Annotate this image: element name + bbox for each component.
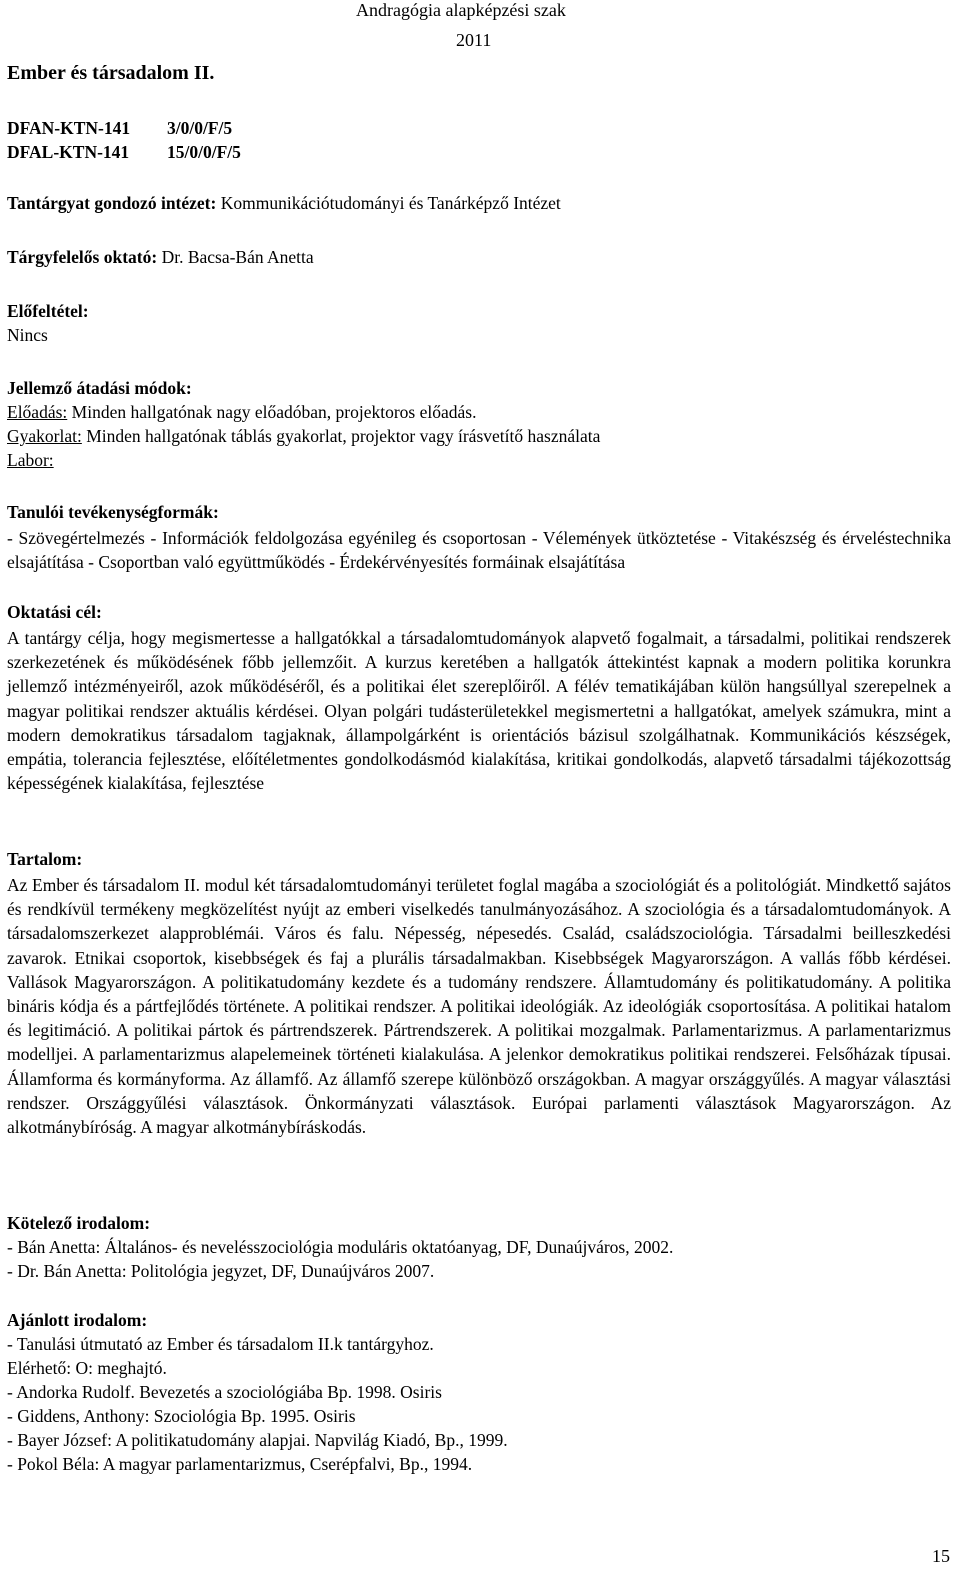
institute-label: Tantárgyat gondozó intézet: [7, 193, 217, 213]
required-reading-item: - Dr. Bán Anetta: Politológia jegyzet, DF, Dunaújváros 2007. [7, 1261, 435, 1281]
institute-value: Kommunikációtudományi és Tanárképző Intézet [220, 193, 561, 213]
delivery-practice [7, 426, 600, 447]
recommended-reading-item: - Tanulási útmutató az Ember és társadalom II.k tantárgyhoz. [7, 1334, 434, 1354]
course-code-row [7, 118, 232, 139]
teacher-line [7, 247, 314, 268]
lecture-label: Előadás: [7, 402, 68, 422]
delivery-lecture [7, 402, 476, 423]
teacher-label: Tárgyfelelős oktató: [7, 247, 158, 267]
course-code: DFAL-KTN-141 [7, 142, 130, 162]
required-reading-label: Kötelező irodalom: [7, 1213, 151, 1233]
course-code: DFAN-KTN-141 [7, 118, 131, 138]
recommended-reading-item: - Bayer József: A politikatudomány alapjai. Napvilág Kiadó, Bp., 1999. [7, 1430, 508, 1450]
goal-text: A tantárgy célja, hogy megismertesse a hallgatókkal a társadalomtudományok alapvető fogalmait, a társadalmi, politikai rendszerek szerkezetének és működésének főbb jellemzőit. A kurzus keretében a hallgatók áttekintést kapnak a modern politika korunkra jellemző intézményeiről, azok működéséről, és a politikai élet szereplőiről. A félév tematikájában külön hangsúllyal szerepelnek a magyar politikai rendszer aktuális kérdései. Olyan polgári tudásterületekkel megismertetni a hallgatókat, amelyek számukra, mint a modern demokratikus társadalom tagjaknak, állampolgárként is orientációs bázisul szolgálhatnak. Kommunikációs készségek, empátia, tolerancia fejlesztése, előítéletmentes gondolkodásmód kialakítása, kritikai gondolkodás, alapvető társadalmi tájékozottság képességének kialakítása, fejlesztése [7, 628, 951, 794]
recommended-reading-item: - Giddens, Anthony: Szociológia Bp. 1995. Osiris [7, 1406, 356, 1426]
page-number: 15 [932, 1546, 950, 1566]
activities-text: - Szövegértelmezés - Információk feldolgozása egyénileg és csoportosan - Vélemények ütköztetése - Vitakészség és érveléstechnika elsajátítása - Csoportban való együttműködés - Érdekérvényesítés formáinak elsajátítása [7, 528, 951, 573]
practice-text: Minden hallgatónak táblás gyakorlat, projektor vagy írásvetítő használata [86, 426, 601, 446]
activities-label: Tanulói tevékenységformák: [7, 502, 219, 522]
lab-label: Labor: [7, 450, 54, 470]
recommended-reading-item: - Pokol Béla: A magyar parlamentarizmus, Cserépfalvi, Bp., 1994. [7, 1454, 473, 1474]
goal-label: Oktatási cél: [7, 602, 102, 622]
recommended-reading-label: Ajánlott irodalom: [7, 1310, 148, 1330]
course-title: Ember és társadalom II. [7, 62, 215, 84]
practice-label: Gyakorlat: [7, 426, 82, 446]
content-text: Az Ember és társadalom II. modul két társadalomtudományi területet foglal magába a szociológiát és a politológiát. Mindkettő sajátos és rendkívül termékeny megközelítést nyújt az emberi viselkedés tanulmányozásához. A szociológia és a társadalomtudományok. A társadalomszerkezet alapproblémái. Város és falu. Népesség, népesedés. Család, családszociológia. Társadalmi beilleszkedési zavarok. Etnikai csoportok, kisebbségek és faj a plurális társadalmakban. Kisebbségek Magyarországon. A vallás főbb kérdései. Vallások Magyarországon. A politikatudomány kezdete és a tudomány rendszere. Államtudomány és politikatudomány. A politika bináris kódja és a pártfejlődés története. A politikai rendszer. A politikai ideológiák. Az ideológiák csoportosítása. A politikai hatalom és legitimáció. A politikai pártok és pártrendszerek. Pártrendszerek. A politikai mozgalmak. Parlamentarizmus. A parlamentarizmus modelljei. A parlamentarizmus alapelemeinek történeti kialakulása. A jelenkor demokratikus politikai rendszerei. Felsőházak típusai. Államforma és kormányforma. Az államfő. Az államfő szerepe különböző országokban. A magyar országgyűlés. A magyar választási rendszer. Országgyűlési választások. Önkormányzati választások. Európai parlamenti választások Magyarországon. Az alkotmánybíróság. A magyar alkotmánybíráskodás. [7, 875, 951, 1138]
recommended-reading-item: - Andorka Rudolf. Bevezetés a szociológiába Bp. 1998. Osiris [7, 1382, 442, 1402]
program-name: Andragógia alapképzési szak [356, 0, 566, 20]
recommended-reading-item: Elérhető: O: meghajtó. [7, 1358, 167, 1378]
prerequisite-value: Nincs [7, 325, 48, 345]
course-load: 3/0/0/F/5 [167, 118, 233, 138]
teacher-value: Dr. Bacsa-Bán Anetta [161, 247, 314, 267]
delivery-label: Jellemző átadási módok: [7, 378, 192, 398]
year: 2011 [456, 30, 492, 50]
prerequisite-label: Előfeltétel: [7, 301, 89, 321]
course-load: 15/0/0/F/5 [167, 142, 241, 162]
lecture-text: Minden hallgatónak nagy előadóban, projektoros előadás. [71, 402, 477, 422]
course-code-row [7, 142, 241, 163]
required-reading-item: - Bán Anetta: Általános- és nevelésszociológia moduláris oktatóanyag, DF, Dunaújváros, 2002. [7, 1237, 674, 1257]
institute-line [7, 193, 561, 214]
content-label: Tartalom: [7, 849, 83, 869]
